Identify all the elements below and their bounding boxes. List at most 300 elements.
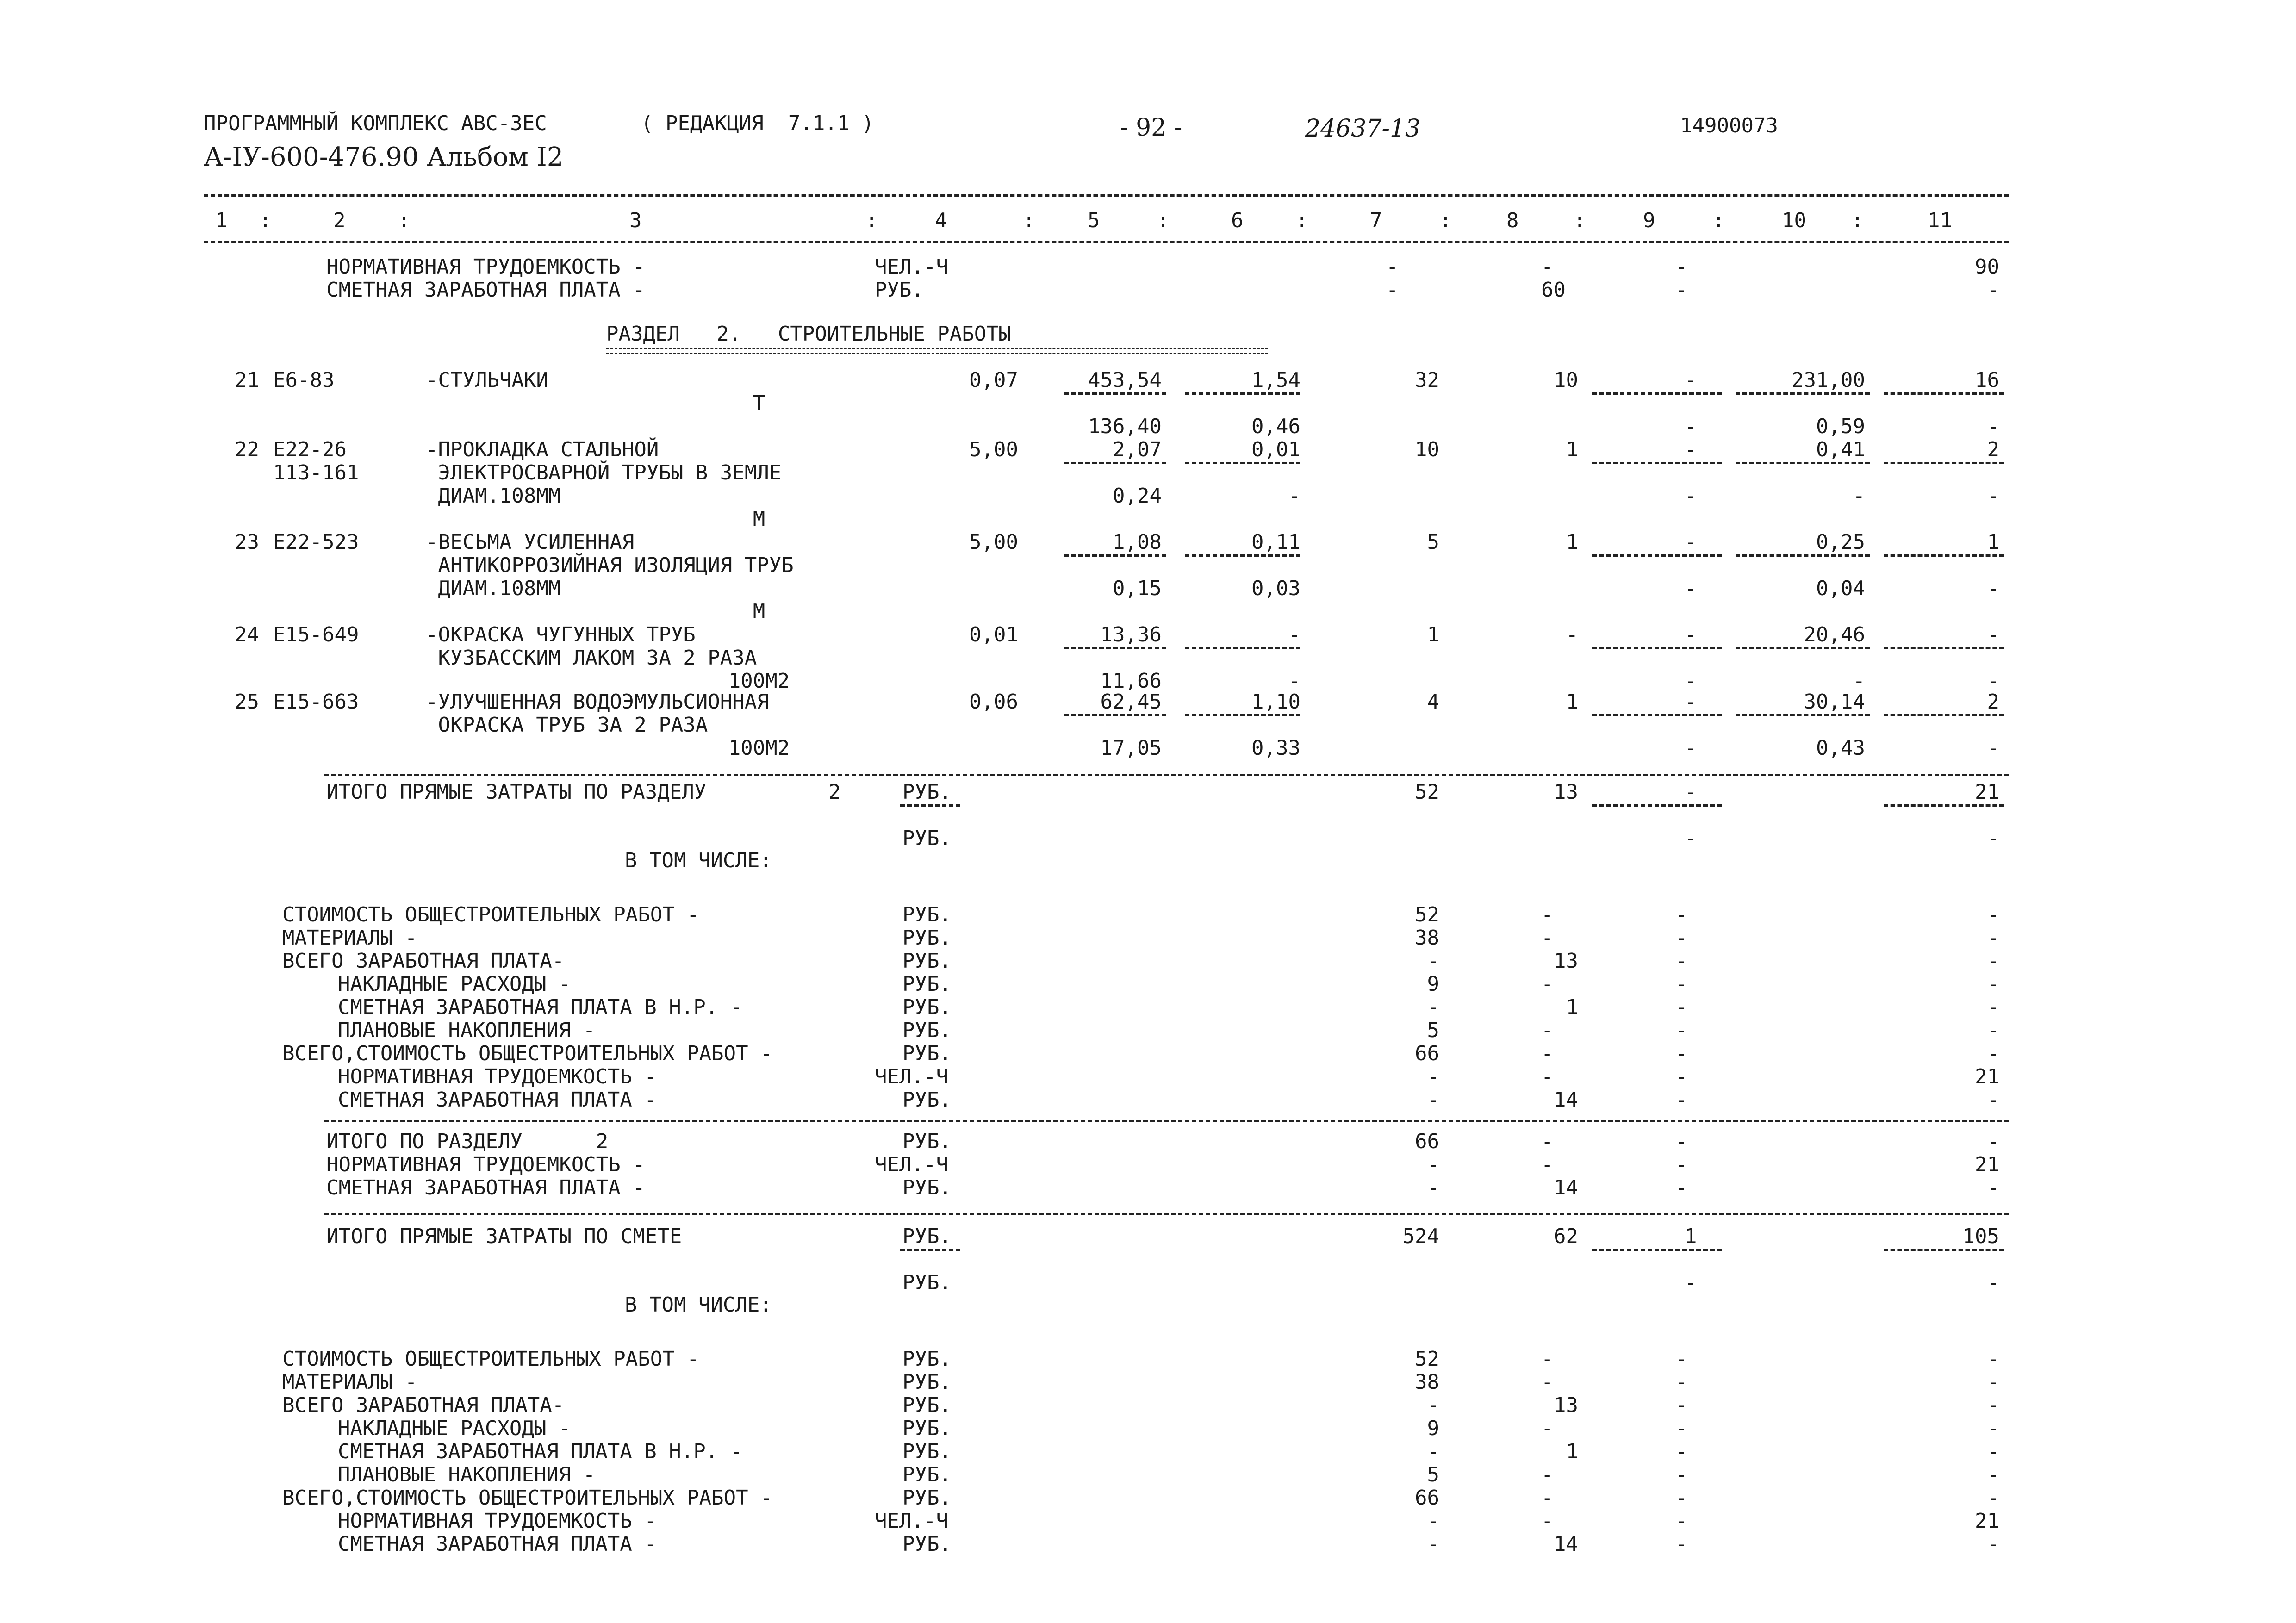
col6-value: 0,11 <box>1251 530 1300 554</box>
column-header-3: 3 <box>629 209 642 232</box>
col11-sub-value: - <box>1987 577 1999 600</box>
col11-value: 16 <box>1975 368 1999 392</box>
item-code: Е15-649 <box>273 623 359 647</box>
breakdown-label: СМЕТНАЯ ЗАРАБОТНАЯ ПЛАТА В Н.Р. - <box>338 1440 743 1463</box>
col9-value: - <box>1675 949 1688 973</box>
item-description-line: -УЛУЧШЕННАЯ ВОДОЭМУЛЬСИОННАЯ <box>426 690 769 714</box>
total-label: ИТОГО ПРЯМЫЕ ЗАТРАТЫ ПО РАЗДЕЛУ <box>326 780 707 804</box>
col7-value: 52 <box>1415 903 1439 927</box>
col8-value: 14 <box>1554 1088 1578 1112</box>
unit-label: ЧЕЛ.-Ч <box>875 1065 948 1088</box>
item-underline-c9 <box>1592 714 1722 716</box>
col8-value: - <box>1541 1153 1554 1176</box>
total-underline-c11 <box>1884 804 2004 807</box>
col11-value: - <box>1987 1370 1999 1394</box>
col10-value: 0,25 <box>1816 530 1865 554</box>
col8-value: 14 <box>1554 1176 1578 1200</box>
breakdown-label: НОРМАТИВНАЯ ТРУДОЕМКОСТЬ - <box>338 1065 657 1088</box>
item-number: 22 <box>235 438 259 461</box>
item-underline-c6 <box>1185 392 1300 395</box>
column-separator: : <box>1157 209 1170 232</box>
col9-value: - <box>1675 1042 1688 1065</box>
item-underline-c11 <box>1884 462 2004 464</box>
breakdown-label: ВСЕГО ЗАРАБОТНАЯ ПЛАТА- <box>282 949 565 973</box>
item-number: 23 <box>235 530 259 554</box>
col9-value: - <box>1675 1440 1688 1463</box>
col5-sub-value: 11,66 <box>1100 669 1162 693</box>
column-separator: : <box>865 209 878 232</box>
col11-value: - <box>1987 623 1999 647</box>
col7-value: 9 <box>1427 1417 1439 1440</box>
col8-value: - <box>1541 1130 1554 1153</box>
unit-label: РУБ. <box>902 780 952 804</box>
col5-sub-value: 0,24 <box>1113 484 1162 508</box>
total-underline-c9 <box>1592 804 1722 807</box>
unit-label: РУБ. <box>902 949 952 973</box>
col9-sub-value: - <box>1685 415 1697 438</box>
col9-value: - <box>1675 1486 1688 1510</box>
col6-sub-value: - <box>1288 669 1300 693</box>
item-underline-c6 <box>1185 647 1300 649</box>
col9-value: - <box>1675 1088 1688 1112</box>
item-unit: Т <box>753 392 765 415</box>
col11-sub-value: - <box>1987 669 1999 693</box>
col11-value: - <box>1987 1486 1999 1510</box>
col8-value: 1 <box>1566 995 1578 1019</box>
col11-value: 90 <box>1975 255 1999 279</box>
col9-value: - <box>1675 926 1688 950</box>
col11-sub-value: - <box>1987 1271 1999 1294</box>
col6-sub-value: - <box>1288 484 1300 508</box>
unit-label: РУБ. <box>902 1486 952 1510</box>
col11-value: - <box>1987 926 1999 950</box>
unit-label: РУБ. <box>902 1440 952 1463</box>
column-separator: : <box>1712 209 1725 232</box>
unit-label: РУБ. <box>902 1019 952 1042</box>
item-quantity: 5,00 <box>969 438 1018 461</box>
breakdown-label: СТОИМОСТЬ ОБЩЕСТРОИТЕЛЬНЫХ РАБОТ - <box>282 1347 699 1371</box>
col11-value: - <box>1987 995 1999 1019</box>
section-final-label: НОРМАТИВНАЯ ТРУДОЕМКОСТЬ - <box>326 1153 645 1176</box>
col9-value: - <box>1675 1509 1688 1533</box>
section-title: РАЗДЕЛ 2. СТРОИТЕЛЬНЫЕ РАБОТЫ <box>606 322 1011 346</box>
header-rule-bottom <box>204 241 2009 243</box>
col9-value: - <box>1675 995 1688 1019</box>
col6-value: 0,01 <box>1251 438 1300 461</box>
breakdown-label: МАТЕРИАЛЫ - <box>282 926 417 950</box>
column-header-2: 2 <box>333 209 346 232</box>
header-rule-top <box>204 194 2009 197</box>
item-code: Е15-663 <box>273 690 359 714</box>
album-title: А-IУ-600-476.90 Альбом I2 <box>204 142 564 172</box>
col7-value: - <box>1427 1088 1439 1112</box>
col5-sub-value: 136,40 <box>1088 415 1162 438</box>
col8-value: 13 <box>1554 949 1578 973</box>
col10-sub-value: - <box>1853 484 1865 508</box>
col11-value: - <box>1987 1130 1999 1153</box>
col6-sub-value: 0,46 <box>1251 415 1300 438</box>
col7-value: - <box>1427 1393 1439 1417</box>
breakdown-label: МАТЕРИАЛЫ - <box>282 1370 417 1394</box>
item-unit: М <box>753 600 765 623</box>
col11-sub-value: - <box>1987 827 1999 850</box>
col9-value: - <box>1675 278 1688 302</box>
column-header-1: 1 <box>215 209 228 232</box>
item-quantity: 5,00 <box>969 530 1018 554</box>
col9-value: - <box>1685 530 1697 554</box>
col11-value: 2 <box>1987 438 1999 461</box>
unit-label: РУБ. <box>902 1417 952 1440</box>
total-underline-c11 <box>1884 1249 2004 1251</box>
col8-value: - <box>1541 1019 1554 1042</box>
unit-label: ЧЕЛ.-Ч <box>875 1153 948 1176</box>
item-description-line: -ВЕСЬМА УСИЛЕННАЯ <box>426 530 635 554</box>
col11-sub-value: - <box>1987 736 1999 760</box>
column-separator: : <box>398 209 411 232</box>
col7-value: 10 <box>1415 438 1439 461</box>
col6-sub-value: 0,33 <box>1251 736 1300 760</box>
col10-value: 20,46 <box>1804 623 1865 647</box>
item-code: Е6-83 <box>273 368 335 392</box>
col8-value: - <box>1541 926 1554 950</box>
col9-sub-value: - <box>1685 669 1697 693</box>
breakdown-label: НАКЛАДНЫЕ РАСХОДЫ - <box>338 972 571 996</box>
col9-value: - <box>1675 1463 1688 1486</box>
column-header-7: 7 <box>1370 209 1382 232</box>
handwritten-reference: 24637-13 <box>1305 115 1421 143</box>
col10-sub-value: 0,59 <box>1816 415 1865 438</box>
col5-value: 13,36 <box>1100 623 1162 647</box>
including-label: В ТОМ ЧИСЛЕ: <box>625 849 772 872</box>
col8-value: - <box>1541 1347 1554 1371</box>
item-description-line: КУЗБАССКИМ ЛАКОМ ЗА 2 РАЗА <box>426 646 757 670</box>
col7-value: 1 <box>1427 623 1439 647</box>
col6-sub-value: 0,03 <box>1251 577 1300 600</box>
item-underline-c9 <box>1592 392 1722 395</box>
col8-value: 14 <box>1554 1532 1578 1556</box>
item-underline-c11 <box>1884 554 2004 557</box>
item-description-line: ОКРАСКА ТРУБ ЗА 2 РАЗА <box>426 713 708 737</box>
col11-value: - <box>1987 903 1999 927</box>
col8-value: 1 <box>1566 690 1578 714</box>
col10-value: 231,00 <box>1792 368 1865 392</box>
col11-value: - <box>1987 1440 1999 1463</box>
col7-value: - <box>1427 1532 1439 1556</box>
unit-label: РУБ. <box>902 1370 952 1394</box>
col9-value: - <box>1675 1393 1688 1417</box>
breakdown-label: ВСЕГО ЗАРАБОТНАЯ ПЛАТА- <box>282 1393 565 1417</box>
col8-value: - <box>1541 255 1554 279</box>
col7-value: 52 <box>1415 1347 1439 1371</box>
col9-value: - <box>1675 1347 1688 1371</box>
unit-label: РУБ. <box>902 1271 952 1294</box>
breakdown-label: ВСЕГО,СТОИМОСТЬ ОБЩЕСТРОИТЕЛЬНЫХ РАБОТ - <box>282 1042 773 1065</box>
unit-label: РУБ. <box>902 1088 952 1112</box>
col11-value: - <box>1987 972 1999 996</box>
col5-value: 62,45 <box>1100 690 1162 714</box>
total-underline-c9 <box>1592 1249 1722 1251</box>
col9-sub-value: - <box>1685 577 1697 600</box>
col7-value: 66 <box>1415 1486 1439 1510</box>
col6-value: 1,54 <box>1251 368 1300 392</box>
col8-value: 1 <box>1566 1440 1578 1463</box>
col11-value: 1 <box>1987 530 1999 554</box>
col10-sub-value: - <box>1853 669 1865 693</box>
col8-value: 13 <box>1554 1393 1578 1417</box>
col11-value: 21 <box>1975 1153 1999 1176</box>
column-header-9: 9 <box>1643 209 1655 232</box>
including-label: В ТОМ ЧИСЛЕ: <box>625 1293 772 1317</box>
unit-label: РУБ. <box>902 926 952 950</box>
col8-value: - <box>1541 1509 1554 1533</box>
breakdown-label: ПЛАНОВЫЕ НАКОПЛЕНИЯ - <box>338 1019 596 1042</box>
col9-value: - <box>1685 438 1697 461</box>
col9-value: - <box>1675 1153 1688 1176</box>
unit-label: РУБ. <box>902 1042 952 1065</box>
col7-value: 66 <box>1415 1130 1439 1153</box>
item-unit: 100М2 <box>728 669 790 693</box>
item-underline-c5 <box>1064 462 1166 464</box>
summary-label: НОРМАТИВНАЯ ТРУДОЕМКОСТЬ - <box>326 255 645 279</box>
program-title: ПРОГРАММНЫЙ КОМПЛЕКС АВС-3ЕС <box>204 112 547 135</box>
col10-value: 30,14 <box>1804 690 1865 714</box>
edition-label: ( РЕДАКЦИЯ 7.1.1 ) <box>641 112 874 135</box>
item-underline-c5 <box>1064 647 1166 649</box>
col5-sub-value: 0,15 <box>1113 577 1162 600</box>
item-underline-c9 <box>1592 554 1722 557</box>
col7-value: - <box>1427 1509 1439 1533</box>
item-underline-c11 <box>1884 392 2004 395</box>
item-underline-c11 <box>1884 714 2004 716</box>
col11-value: - <box>1987 278 1999 302</box>
col8-value: 1 <box>1566 530 1578 554</box>
column-separator: : <box>1439 209 1452 232</box>
col9-value: - <box>1675 903 1688 927</box>
col7-value: - <box>1427 1176 1439 1200</box>
item-code: Е22-523 <box>273 530 359 554</box>
col8-value: - <box>1541 1463 1554 1486</box>
col7-value: - <box>1427 1065 1439 1088</box>
item-unit: 100М2 <box>728 736 790 760</box>
col9-sub-value: - <box>1685 827 1697 850</box>
unit-label: ЧЕЛ.-Ч <box>875 255 948 279</box>
col9-value: - <box>1675 1370 1688 1394</box>
col6-value: 1,10 <box>1251 690 1300 714</box>
col7-value: - <box>1427 1440 1439 1463</box>
col8-value: - <box>1541 903 1554 927</box>
column-header-8: 8 <box>1506 209 1519 232</box>
col11-value: 2 <box>1987 690 1999 714</box>
item-underline-c5 <box>1064 714 1166 716</box>
section-items-bottom-rule <box>324 774 2009 776</box>
col11-value: - <box>1987 1532 1999 1556</box>
column-separator: : <box>1574 209 1586 232</box>
col7-value: 9 <box>1427 972 1439 996</box>
col5-sub-value: 17,05 <box>1100 736 1162 760</box>
col9-value: - <box>1685 690 1697 714</box>
section-total-rule <box>324 1120 2009 1122</box>
item-underline-c6 <box>1185 714 1300 716</box>
col7-value: - <box>1386 255 1399 279</box>
unit-label: ЧЕЛ.-Ч <box>875 1509 948 1533</box>
unit-underline <box>900 1249 960 1251</box>
total-section-number: 2 <box>828 780 841 804</box>
item-description-line: ЭЛЕКТРОСВАРНОЙ ТРУБЫ В ЗЕМЛЕ <box>426 461 782 485</box>
col10-sub-value: 0,43 <box>1816 736 1865 760</box>
col11-value: - <box>1987 949 1999 973</box>
item-quantity: 0,07 <box>969 368 1018 392</box>
column-header-11: 11 <box>1928 209 1952 232</box>
item-description-line: -ОКРАСКА ЧУГУННЫХ ТРУБ <box>426 623 696 647</box>
breakdown-label: НОРМАТИВНАЯ ТРУДОЕМКОСТЬ - <box>338 1509 657 1533</box>
col8-value: 62 <box>1554 1225 1578 1248</box>
summary-label: СМЕТНАЯ ЗАРАБОТНАЯ ПЛАТА - <box>326 278 645 302</box>
item-underline-c6 <box>1185 554 1300 557</box>
col8-value: 10 <box>1554 368 1578 392</box>
col7-value: - <box>1427 949 1439 973</box>
item-number: 25 <box>235 690 259 714</box>
item-underline-c9 <box>1592 647 1722 649</box>
col7-value: 5 <box>1427 1463 1439 1486</box>
col7-value: - <box>1427 995 1439 1019</box>
unit-label: РУБ. <box>902 1225 952 1248</box>
item-underline-c10 <box>1736 714 1870 716</box>
unit-label: РУБ. <box>902 1347 952 1371</box>
col9-value: - <box>1675 1065 1688 1088</box>
item-description-line: АНТИКОРРОЗИЙНАЯ ИЗОЛЯЦИЯ ТРУБ <box>426 553 794 577</box>
item-code-secondary: 113-161 <box>273 461 359 485</box>
item-code: Е22-26 <box>273 438 347 461</box>
col9-value: - <box>1675 1130 1688 1153</box>
item-description-line: -ПРОКЛАДКА СТАЛЬНОЙ <box>426 438 659 461</box>
col5-value: 1,08 <box>1113 530 1162 554</box>
item-underline-c9 <box>1592 462 1722 464</box>
unit-label: РУБ. <box>902 972 952 996</box>
col9-value: 1 <box>1685 1225 1697 1248</box>
col8-value: 1 <box>1566 438 1578 461</box>
col11-value: - <box>1987 1088 1999 1112</box>
column-separator: : <box>259 209 272 232</box>
col7-value: 52 <box>1415 780 1439 804</box>
column-header-4: 4 <box>935 209 947 232</box>
col7-value: - <box>1427 1153 1439 1176</box>
unit-label: РУБ. <box>902 1532 952 1556</box>
col9-sub-value: - <box>1685 484 1697 508</box>
unit-label: РУБ. <box>902 1463 952 1486</box>
col11-value: - <box>1987 1019 1999 1042</box>
col7-value: 38 <box>1415 926 1439 950</box>
column-separator: : <box>1023 209 1035 232</box>
col9-value: - <box>1675 1176 1688 1200</box>
col11-value: 105 <box>1962 1225 1999 1248</box>
col8-value: - <box>1541 1417 1554 1440</box>
breakdown-label: НАКЛАДНЫЕ РАСХОДЫ - <box>338 1417 571 1440</box>
col11-sub-value: - <box>1987 484 1999 508</box>
column-header-10: 10 <box>1782 209 1806 232</box>
col5-value: 2,07 <box>1113 438 1162 461</box>
col8-value: - <box>1541 972 1554 996</box>
item-unit: М <box>753 507 765 531</box>
col11-value: - <box>1987 1347 1999 1371</box>
unit-label: РУБ. <box>902 1176 952 1200</box>
col11-value: - <box>1987 1393 1999 1417</box>
column-header-6: 6 <box>1231 209 1244 232</box>
estimate-total-rule <box>324 1213 2009 1215</box>
col9-value: - <box>1685 780 1697 804</box>
breakdown-label: СМЕТНАЯ ЗАРАБОТНАЯ ПЛАТА - <box>338 1532 657 1556</box>
section-final-label: ИТОГО ПО РАЗДЕЛУ 2 <box>326 1130 609 1153</box>
col7-value: 524 <box>1402 1225 1439 1248</box>
unit-label: РУБ. <box>902 827 952 850</box>
col7-value: 4 <box>1427 690 1439 714</box>
col10-value: 0,41 <box>1816 438 1865 461</box>
col9-value: - <box>1675 1417 1688 1440</box>
col7-value: 38 <box>1415 1370 1439 1394</box>
unit-label: РУБ. <box>875 278 924 302</box>
col11-value: - <box>1987 1042 1999 1065</box>
col9-value: - <box>1675 972 1688 996</box>
column-header-5: 5 <box>1088 209 1100 232</box>
col11-value: 21 <box>1975 780 1999 804</box>
item-quantity: 0,01 <box>969 623 1018 647</box>
unit-label: РУБ. <box>902 1393 952 1417</box>
page-number: - 92 - <box>1120 114 1182 142</box>
section-final-label: СМЕТНАЯ ЗАРАБОТНАЯ ПЛАТА - <box>326 1176 645 1200</box>
col7-value: 32 <box>1415 368 1439 392</box>
document-code: 14900073 <box>1680 114 1778 137</box>
breakdown-label: СМЕТНАЯ ЗАРАБОТНАЯ ПЛАТА - <box>338 1088 657 1112</box>
item-underline-c5 <box>1064 392 1166 395</box>
col9-value: - <box>1675 1532 1688 1556</box>
col9-value: - <box>1685 623 1697 647</box>
col9-value: - <box>1675 255 1688 279</box>
col7-value: 66 <box>1415 1042 1439 1065</box>
breakdown-label: ВСЕГО,СТОИМОСТЬ ОБЩЕСТРОИТЕЛЬНЫХ РАБОТ - <box>282 1486 773 1510</box>
col9-sub-value: - <box>1685 1271 1697 1294</box>
col11-value: - <box>1987 1176 1999 1200</box>
unit-label: РУБ. <box>902 903 952 927</box>
item-quantity: 0,06 <box>969 690 1018 714</box>
item-underline-c10 <box>1736 462 1870 464</box>
col6-value: - <box>1288 623 1300 647</box>
col8-value: - <box>1541 1042 1554 1065</box>
col9-value: - <box>1685 368 1697 392</box>
col7-value: 5 <box>1427 1019 1439 1042</box>
item-underline-c5 <box>1064 554 1166 557</box>
col8-value: - <box>1541 1370 1554 1394</box>
unit-label: РУБ. <box>902 995 952 1019</box>
col11-sub-value: - <box>1987 415 1999 438</box>
item-description-line: ДИАМ.108ММ <box>426 484 561 508</box>
col11-value: - <box>1987 1463 1999 1486</box>
item-underline-c10 <box>1736 392 1870 395</box>
col7-value: - <box>1386 278 1399 302</box>
column-separator: : <box>1851 209 1864 232</box>
total-label: ИТОГО ПРЯМЫЕ ЗАТРАТЫ ПО СМЕТЕ <box>326 1225 682 1248</box>
unit-underline <box>900 804 960 807</box>
item-underline-c11 <box>1884 647 2004 649</box>
col8-value: - <box>1541 1486 1554 1510</box>
item-description-line: -СТУЛЬЧАКИ <box>426 368 548 392</box>
unit-label: РУБ. <box>902 1130 952 1153</box>
col11-value: 21 <box>1975 1509 1999 1533</box>
item-description-line: ДИАМ.108ММ <box>426 577 561 600</box>
breakdown-label: СМЕТНАЯ ЗАРАБОТНАЯ ПЛАТА В Н.Р. - <box>338 995 743 1019</box>
col8-value: 13 <box>1554 780 1578 804</box>
col9-value: - <box>1675 1019 1688 1042</box>
col9-sub-value: - <box>1685 736 1697 760</box>
section-title-double-underline <box>606 348 1268 354</box>
